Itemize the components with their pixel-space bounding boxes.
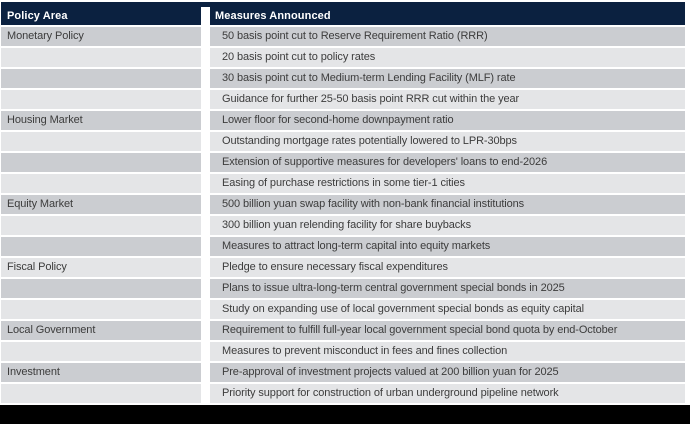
policy-area-cell-empty xyxy=(1,279,201,298)
table-row xyxy=(1,48,685,67)
column-gutter xyxy=(201,321,210,340)
table-row xyxy=(1,216,685,235)
policy-area-cell: Local Government xyxy=(1,321,201,340)
measure-cell: Pledge to ensure necessary fiscal expenditures xyxy=(210,258,685,277)
measure-cell: Outstanding mortgage rates potentially lowered to LPR-30bps xyxy=(210,132,685,151)
column-gutter xyxy=(201,153,210,172)
column-gutter xyxy=(201,279,210,298)
table-row xyxy=(1,321,685,340)
table-row xyxy=(1,279,685,298)
measure-cell: Study on expanding use of local government special bonds as equity capital xyxy=(210,300,685,319)
column-gutter xyxy=(201,195,210,214)
column-gutter xyxy=(201,300,210,319)
column-gutter xyxy=(201,48,210,67)
measure-cell: Pre-approval of investment projects valued at 200 billion yuan for 2025 xyxy=(210,363,685,382)
policy-area-cell-empty xyxy=(1,90,201,109)
policy-area-cell: Housing Market xyxy=(1,111,201,130)
column-gutter xyxy=(201,132,210,151)
measure-cell: Extension of supportive measures for developers' loans to end-2026 xyxy=(210,153,685,172)
measure-cell: 30 basis point cut to Medium-term Lending Facility (MLF) rate xyxy=(210,69,685,88)
policy-area-cell-empty xyxy=(1,216,201,235)
table-row xyxy=(1,69,685,88)
policy-area-cell: Fiscal Policy xyxy=(1,258,201,277)
table-row xyxy=(1,153,685,172)
policy-area-cell-empty xyxy=(1,132,201,151)
header-column-gutter xyxy=(201,7,210,25)
policy-area-cell: Investment xyxy=(1,363,201,382)
table-body xyxy=(1,27,685,403)
measure-cell: 20 basis point cut to policy rates xyxy=(210,48,685,67)
table-row xyxy=(1,342,685,361)
table-row xyxy=(1,27,685,46)
table-row xyxy=(1,132,685,151)
column-gutter xyxy=(201,90,210,109)
measure-cell: Measures to attract long-term capital into equity markets xyxy=(210,237,685,256)
policy-area-cell-empty xyxy=(1,384,201,403)
table-row xyxy=(1,363,685,382)
policy-area-cell-empty xyxy=(1,342,201,361)
policy-area-cell-empty xyxy=(1,48,201,67)
measure-cell: Plans to issue ultra-long-term central government special bonds in 2025 xyxy=(210,279,685,298)
column-gutter xyxy=(201,363,210,382)
policy-area-cell-empty xyxy=(1,153,201,172)
policy-area-cell-empty xyxy=(1,300,201,319)
column-gutter xyxy=(201,258,210,277)
policy-area-cell-empty xyxy=(1,69,201,88)
measure-cell: 500 billion yuan swap facility with non-bank financial institutions xyxy=(210,195,685,214)
table-row xyxy=(1,300,685,319)
policy-area-cell: Equity Market xyxy=(1,195,201,214)
measure-cell: 50 basis point cut to Reserve Requirement Ratio (RRR) xyxy=(210,27,685,46)
measure-cell: Guidance for further 25-50 basis point RRR cut within the year xyxy=(210,90,685,109)
column-gutter xyxy=(201,342,210,361)
column-gutter xyxy=(201,237,210,256)
column-header-measures-announced: Measures Announced xyxy=(210,7,685,25)
column-header-policy-area: Policy Area xyxy=(1,7,201,25)
footer-black-bar xyxy=(0,405,690,424)
policy-measures-table xyxy=(0,2,690,428)
table-row xyxy=(1,90,685,109)
table-row xyxy=(1,111,685,130)
column-gutter xyxy=(201,174,210,193)
measure-cell: Lower floor for second-home downpayment ratio xyxy=(210,111,685,130)
measure-cell: 300 billion yuan relending facility for share buybacks xyxy=(210,216,685,235)
table-row xyxy=(1,237,685,256)
column-gutter xyxy=(201,69,210,88)
policy-area-cell-empty xyxy=(1,237,201,256)
column-gutter xyxy=(201,216,210,235)
measure-cell: Easing of purchase restrictions in some tier-1 cities xyxy=(210,174,685,193)
table-row xyxy=(1,384,685,403)
policy-area-cell: Monetary Policy xyxy=(1,27,201,46)
table-row xyxy=(1,195,685,214)
policy-area-cell-empty xyxy=(1,174,201,193)
measure-cell: Measures to prevent misconduct in fees and fines collection xyxy=(210,342,685,361)
column-gutter xyxy=(201,27,210,46)
measure-cell: Requirement to fulfill full-year local government special bond quota by end-October xyxy=(210,321,685,340)
table-row xyxy=(1,258,685,277)
table-header-row xyxy=(1,7,685,25)
table-row xyxy=(1,174,685,193)
table xyxy=(1,2,685,403)
column-gutter xyxy=(201,111,210,130)
measure-cell: Priority support for construction of urban underground pipeline network xyxy=(210,384,685,403)
column-gutter xyxy=(201,384,210,403)
